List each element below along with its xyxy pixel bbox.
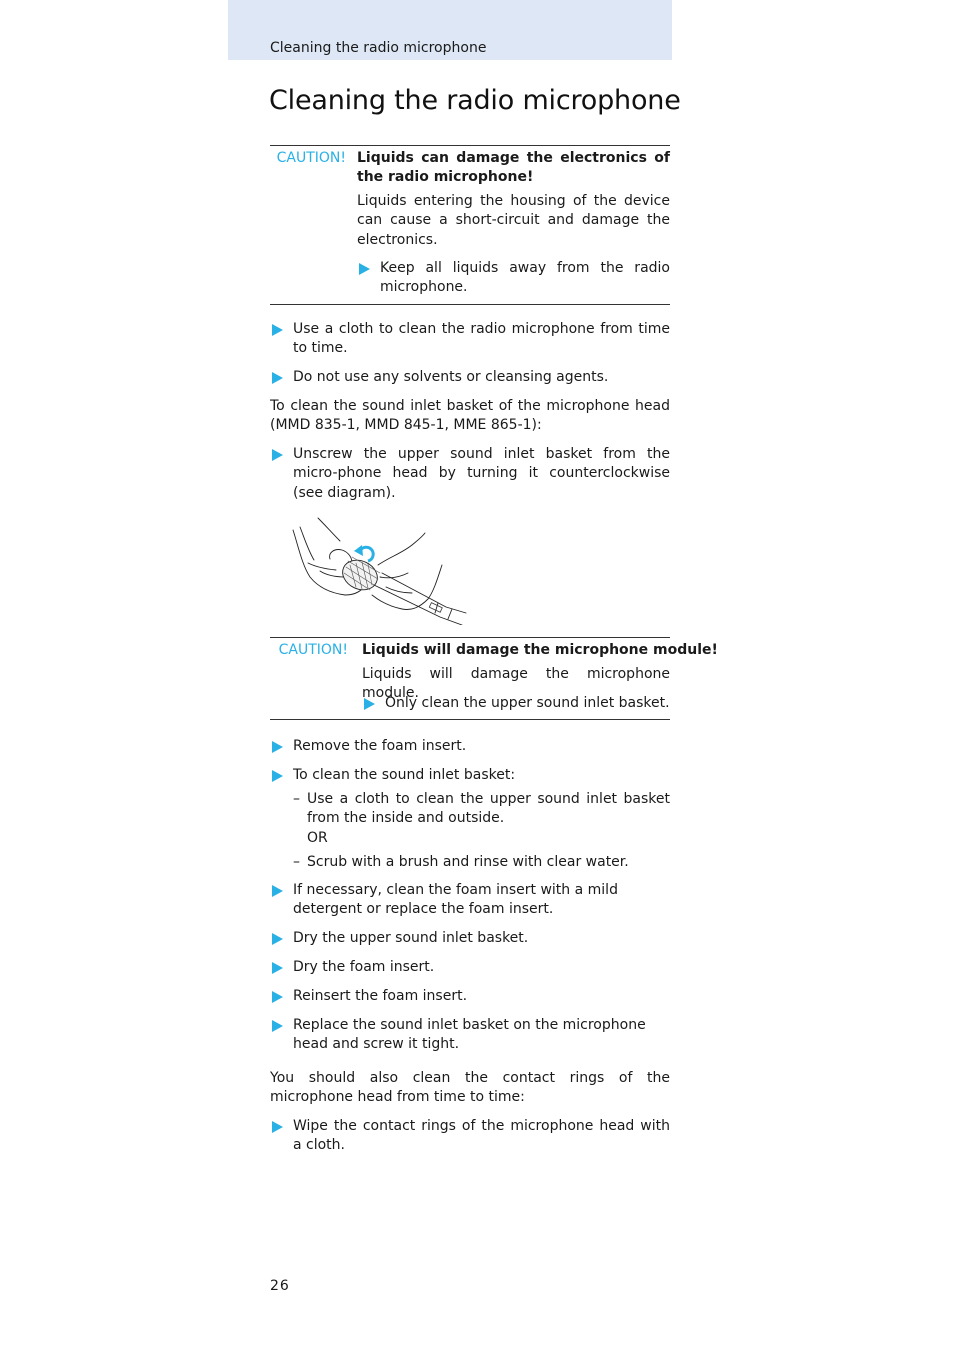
step-wipe: Wipe the contact rings of the microphone head with a cloth. [293,1118,670,1154]
bullet-triangle-icon [272,741,283,753]
intro-basket: To clean the sound inlet basket of the microphone head (MMD 835-1, MMD 845-1, MME 865-1): [270,398,670,434]
dash-marker: – [293,791,300,807]
caution2-label: CAUTION! [278,642,348,658]
step-reinsert: Reinsert the foam insert. [293,988,468,1004]
dash-marker: – [293,854,300,870]
caution-body: Liquids entering the housing of the device can cause a short-circuit and damage the electronics. [357,193,670,248]
counterclockwise-arrow-icon [354,545,373,561]
bullet-triangle-icon [272,933,283,945]
bullet-triangle-icon [359,263,370,275]
caution2-heading: Liquids will damage the microphone module! [362,642,718,658]
unscrew-illustration [290,515,470,625]
step-detergent: If necessary, clean the foam insert with a mild detergent or replace the foam insert. [293,882,618,918]
caution-label: CAUTION! [276,150,346,166]
step-dry-basket: Dry the upper sound inlet basket. [293,930,529,946]
step-no-solvents: Do not use any solvents or cleansing agents. [293,369,609,385]
bullet-triangle-icon [364,698,375,710]
substep-brush: Scrub with a brush and rinse with clear water. [307,854,629,870]
caution2-top-rule [270,637,670,638]
step-replace-basket: Replace the sound inlet basket on the microphone head and screw it tight. [293,1017,646,1053]
step-unscrew: Unscrew the upper sound inlet basket from the micro-phone head by turning it counterclockwise (see diagram). [293,446,670,501]
bullet-triangle-icon [272,324,283,336]
bullet-triangle-icon [272,962,283,974]
caution2-bottom-rule [270,719,670,720]
bullet-triangle-icon [272,770,283,782]
bullet-triangle-icon [272,372,283,384]
step-dry-foam: Dry the foam insert. [293,959,435,975]
bullet-triangle-icon [272,991,283,1003]
caution-bottom-rule [270,304,670,305]
page-number: 26 [270,1278,290,1294]
bullet-triangle-icon [272,1121,283,1133]
step-remove-foam: Remove the foam insert. [293,738,467,754]
caution-action: Keep all liquids away from the radio microphone. [380,260,670,296]
running-header: Cleaning the radio microphone [270,40,487,56]
caution2-body: Liquids will damage the microphone module. [362,666,670,702]
bullet-triangle-icon [272,449,283,461]
bullet-triangle-icon [272,885,283,897]
caution2-action: Only clean the upper sound inlet basket. [385,695,670,711]
step-use-cloth: Use a cloth to clean the radio microphone from time to time. [293,321,670,357]
substep-cloth: Use a cloth to clean the upper sound inlet basket from the inside and outside. [307,791,670,827]
caution-top-rule [270,145,670,146]
page-title: Cleaning the radio microphone [269,85,681,116]
substep-or: OR [307,830,328,846]
contact-intro: You should also clean the contact rings of the microphone head from time to time: [270,1070,670,1106]
step-clean-basket: To clean the sound inlet basket: [293,767,516,783]
bullet-triangle-icon [272,1020,283,1032]
caution-heading: Liquids can damage the electronics of the radio microphone! [357,150,670,186]
